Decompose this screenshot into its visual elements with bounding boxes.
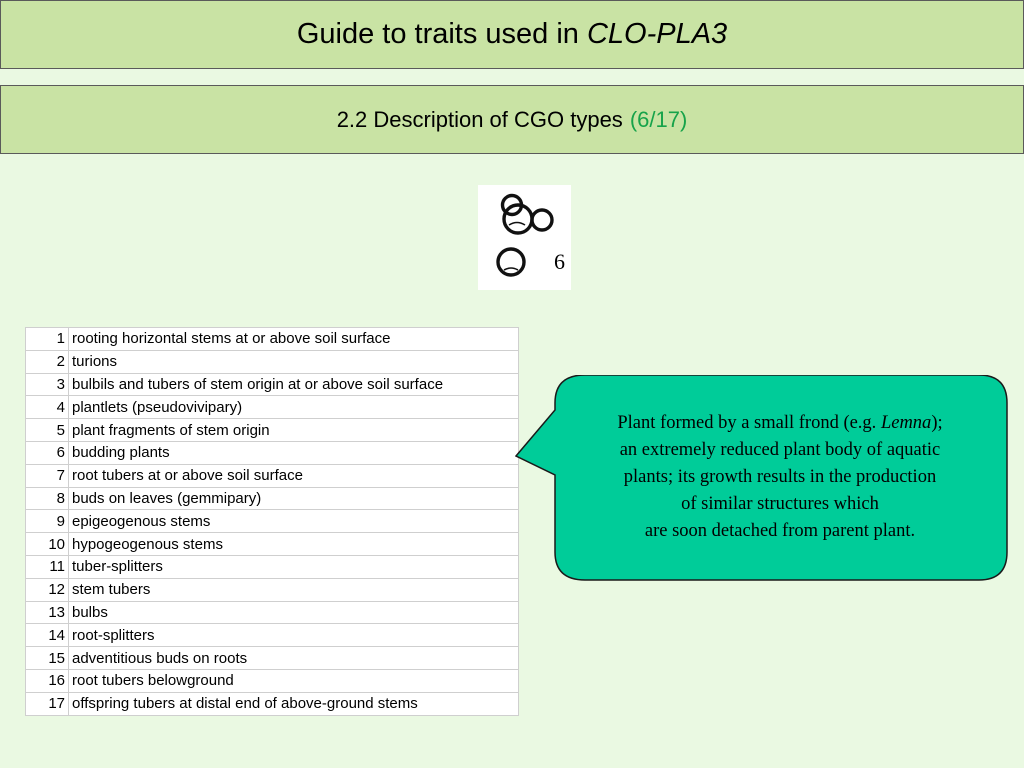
- callout-line-5: are soon detached from parent plant.: [644, 521, 916, 541]
- cgo-type-number: 6: [26, 441, 69, 464]
- cgo-type-number: 4: [26, 396, 69, 419]
- cgo-type-number: 1: [26, 328, 69, 351]
- cgo-type-label: rooting horizontal stems at or above soil surface: [69, 328, 519, 351]
- table-row: [26, 350, 519, 373]
- page-title-italic: CLO-PLA3: [586, 18, 728, 50]
- callout-line-2: an extremely reduced plant body of aquatic: [619, 440, 941, 460]
- cgo-type-number: 12: [26, 578, 69, 601]
- cgo-type-label: root-splitters: [69, 624, 519, 647]
- table-row: [26, 373, 519, 396]
- cgo-type-label: adventitious buds on roots: [69, 647, 519, 670]
- cgo-type-label: plantlets (pseudovivipary): [69, 396, 519, 419]
- section-title: 2.2 Description of CGO types: [336, 106, 623, 132]
- callout-line-4: of similar structures which: [681, 494, 879, 514]
- table-row: [26, 692, 519, 715]
- table-row: [26, 669, 519, 692]
- table-row: [26, 624, 519, 647]
- cgo-type-label: bulbs: [69, 601, 519, 624]
- callout-line-3: plants; its growth results in the production: [623, 467, 937, 487]
- cgo-type-label: stem tubers: [69, 578, 519, 601]
- title-bar: [0, 0, 1024, 69]
- cgo-type-number: 11: [26, 555, 69, 578]
- table-row: [26, 487, 519, 510]
- cgo-type-label: root tubers at or above soil surface: [69, 464, 519, 487]
- table-row: [26, 601, 519, 624]
- cgo-type-number: 2: [26, 350, 69, 373]
- cgo-type-number: 14: [26, 624, 69, 647]
- table-row: [26, 441, 519, 464]
- subtitle-bar: [0, 85, 1024, 154]
- cgo-types-table: [25, 327, 519, 716]
- callout-text: [560, 410, 1000, 545]
- cgo-type-number: 3: [26, 373, 69, 396]
- cgo-type-number: 8: [26, 487, 69, 510]
- table-row: [26, 396, 519, 419]
- budding-plant-figure: [478, 185, 571, 290]
- cgo-type-number: 13: [26, 601, 69, 624]
- cgo-type-label: buds on leaves (gemmipary): [69, 487, 519, 510]
- cgo-type-label: hypogeogenous stems: [69, 533, 519, 556]
- table-row: [26, 328, 519, 351]
- cgo-type-number: 10: [26, 533, 69, 556]
- table-row: [26, 578, 519, 601]
- cgo-type-label: plant fragments of stem origin: [69, 419, 519, 442]
- cgo-type-number: 15: [26, 647, 69, 670]
- cgo-type-label: turions: [69, 350, 519, 373]
- table-row: [26, 464, 519, 487]
- page-title: Guide to traits used in: [296, 18, 579, 50]
- cgo-type-label: bulbils and tubers of stem origin at or above soil surface: [69, 373, 519, 396]
- cgo-type-number: 9: [26, 510, 69, 533]
- table-row: [26, 419, 519, 442]
- cgo-type-number: 16: [26, 669, 69, 692]
- callout-italic-genus: Lemna: [880, 413, 932, 433]
- callout-line-1: Plant formed by a small frond (e.g. Lemna);: [617, 413, 943, 433]
- figure-number: 6: [554, 249, 565, 274]
- cgo-type-label: root tubers belowground: [69, 669, 519, 692]
- cgo-type-number: 17: [26, 692, 69, 715]
- cgo-type-number: 7: [26, 464, 69, 487]
- table-row: [26, 647, 519, 670]
- cgo-type-number: 5: [26, 419, 69, 442]
- table-row: [26, 510, 519, 533]
- cgo-type-label: budding plants: [69, 441, 519, 464]
- section-count: (6/17): [629, 106, 688, 132]
- table-row: [26, 555, 519, 578]
- table-row: [26, 533, 519, 556]
- cgo-type-label: offspring tubers at distal end of above-ground stems: [69, 692, 519, 715]
- cgo-type-label: tuber-splitters: [69, 555, 519, 578]
- cgo-type-label: epigeogenous stems: [69, 510, 519, 533]
